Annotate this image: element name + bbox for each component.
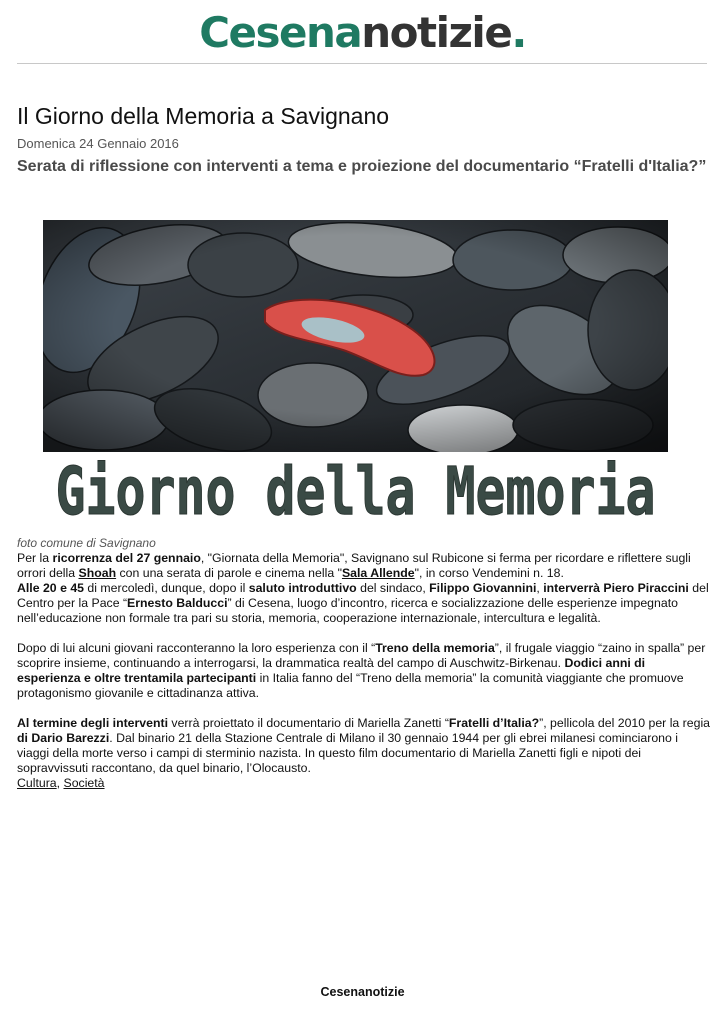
- image-banner-text: Giorno della Memoria: [55, 453, 656, 521]
- site-logo[interactable]: Cesenanotizie.: [199, 8, 526, 57]
- article-tags: Cultura, Società: [17, 776, 105, 790]
- image-caption: foto comune di Savignano: [17, 536, 156, 550]
- shoah-link[interactable]: Shoah: [78, 566, 117, 580]
- tag-cultura[interactable]: Cultura: [17, 776, 57, 790]
- article-title: Il Giorno della Memoria a Savignano: [17, 103, 390, 129]
- paragraph-1: Per la ricorrenza del 27 gennaio, "Giornata della Memoria", Savignano sul Rubicone si ferma per ricordare e riflettere sugli orrori della Shoah con una serata di parole e cinema nella "Sala Allende", in corso Vendemini n. 18. Alle 20 e 45 di mercoledì, dunque, dopo il saluto introduttivo del sindaco, Filippo Giovannini, interverrà Piero Piraccini del Centro per la Pace “Ernesto Balducci” di Cesena, luogo d’incontro, ricerca e socializzazione delle esperienze impegnato nell’educazione non formale tra pari su storia, memoria, cooperazione internazionale, intercultura e legalità.: [17, 551, 709, 625]
- tag-societa[interactable]: Società: [63, 776, 105, 790]
- footer-site-name: Cesenanotizie: [320, 985, 405, 999]
- header-divider: [17, 63, 707, 64]
- sala-allende-link[interactable]: Sala Allende: [341, 566, 415, 580]
- paragraph-2: Dopo di lui alcuni giovani racconteranno la loro esperienza con il “Treno della memoria”, il frugale viaggio “zaino in spalla” per scoprire insieme, continuando a interrogarsi, la drammatica realtà del campo di Auschwitz-Birkenau. Dodici anni di esperienza e oltre trentamila partecipanti in Italia fanno del “Treno della memoria” la comunità viaggiante che promuove protagonismo giovanile e cittadinanza attiva.: [17, 641, 706, 700]
- masthead: [0, 0, 725, 66]
- paragraph-3: Al termine degli interventi verrà proiettato il documentario di Mariella Zanetti “Fratelli d’Italia?”, pellicola del 2010 per la regia di Dario Barezzi. Dal binario 21 della Stazione Centrale di Milano il 30 gennaio 1944 per gli ebrei milanesi cominciarono i viaggi della morte verso i campi di sterminio nazista. In questo film documentario di Mariella Zanetti figli e nipoti dei sopravvissuti raccontano, da quel binario, l’Olocausto. Cultura, Società: [17, 716, 711, 790]
- article-subtitle: Serata di riflessione con interventi a tema e proiezione del documentario “Fratelli d'Italia?”: [17, 158, 707, 175]
- article-image: [43, 220, 668, 521]
- article-body: [17, 551, 712, 791]
- article-date: Domenica 24 Gennaio 2016: [17, 136, 179, 151]
